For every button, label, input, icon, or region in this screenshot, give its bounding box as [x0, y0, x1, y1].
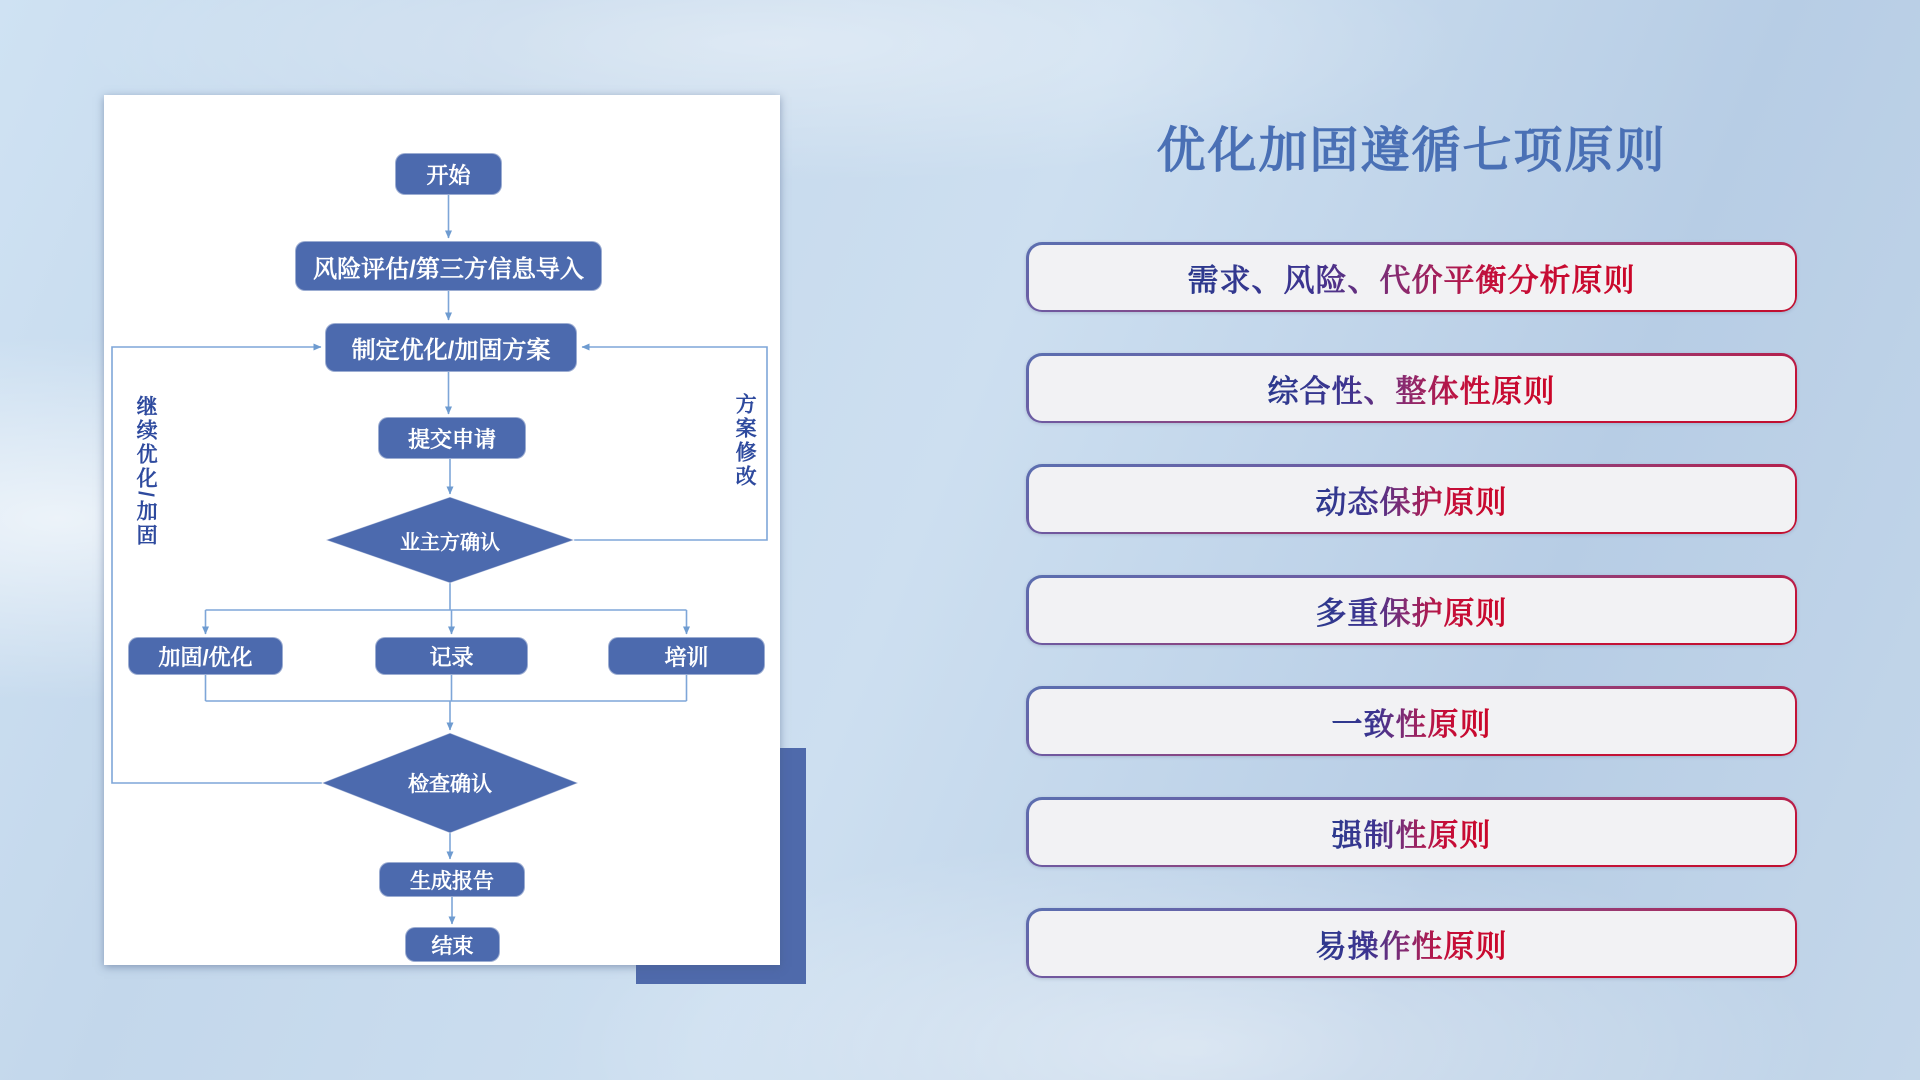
principle-box-3-inner: [1029, 467, 1795, 532]
flow-node-owner-confirm-label: 业主方确认: [400, 531, 500, 554]
flow-node-risk-assessment: 风险评估/第三方信息导入: [295, 241, 602, 291]
principles-panel: [1026, 0, 1797, 1080]
page-title: 优化加固遵循七项原则: [1156, 124, 1667, 178]
flow-node-end: 结束: [405, 927, 500, 962]
principle-text-4: 多重保护原则: [1316, 588, 1508, 633]
flow-node-training: 培训: [608, 637, 765, 675]
principle-box-7-inner: [1029, 911, 1795, 976]
principle-box-4-inner: [1029, 578, 1795, 643]
principle-box-4: [1026, 575, 1797, 645]
flow-node-submit-application: 提交申请: [378, 417, 526, 459]
principle-text-1: 需求、风险、代价平衡分析原则: [1188, 255, 1636, 300]
principle-box-1: [1026, 242, 1797, 312]
principle-text-3: 动态保护原则: [1316, 477, 1508, 522]
loop-label-plan-revision: 方案修改: [733, 393, 757, 489]
principle-box-5-inner: [1029, 689, 1795, 754]
principle-box-7: [1026, 908, 1797, 978]
principle-box-2-inner: [1029, 356, 1795, 421]
flow-node-check-confirm-label: 检查确认: [408, 773, 492, 796]
principle-box-5: [1026, 686, 1797, 756]
principle-text-6: 强制性原则: [1332, 810, 1492, 855]
principle-box-6-inner: [1029, 800, 1795, 865]
flow-node-start: 开始: [395, 153, 502, 195]
principle-box-6: [1026, 797, 1797, 867]
flow-node-reinforce-optimize: 加固/优化: [128, 637, 283, 675]
principle-box-1-inner: [1029, 245, 1795, 310]
loop-label-continue-optimize: 继续优化/加固: [134, 395, 158, 548]
principle-text-7: 易操作性原则: [1316, 921, 1508, 966]
principle-text-5: 一致性原则: [1332, 699, 1492, 744]
principle-text-2: 综合性、整体性原则: [1268, 366, 1556, 411]
principle-box-3: [1026, 464, 1797, 534]
flow-node-generate-report: 生成报告: [379, 862, 525, 897]
principle-box-2: [1026, 353, 1797, 423]
flow-node-record: 记录: [375, 637, 528, 675]
flowchart-card: [104, 95, 780, 965]
flow-node-make-plan: 制定优化/加固方案: [325, 323, 577, 372]
